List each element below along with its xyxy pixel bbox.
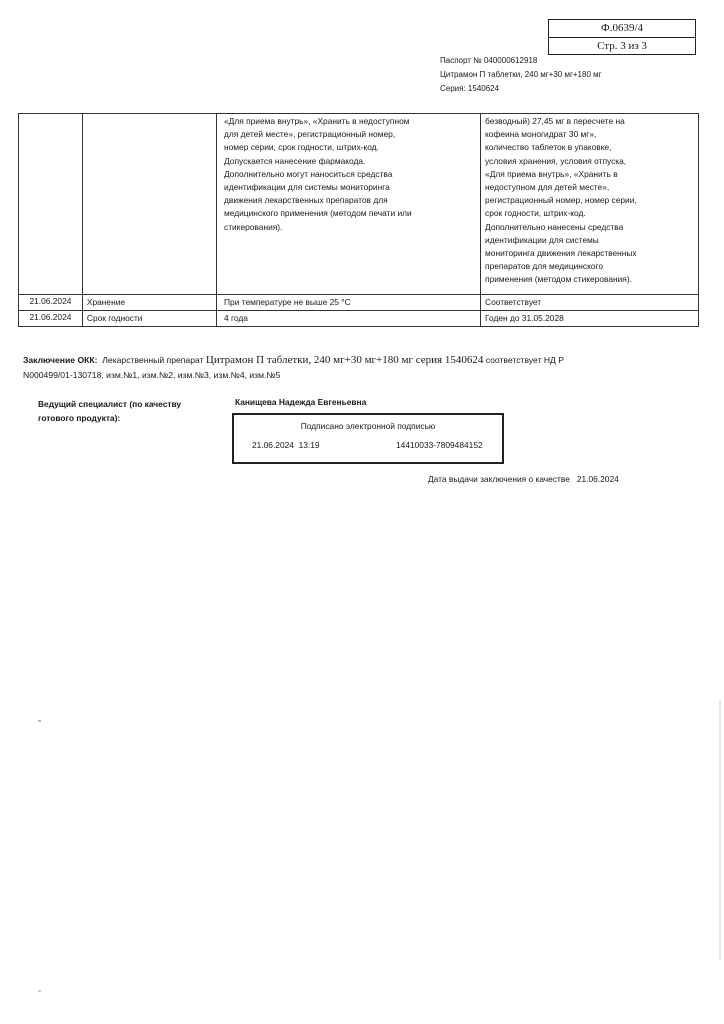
requirement-line: «Для приема внутрь», «Хранить в недоступном bbox=[224, 116, 410, 126]
specialist-label-line: готового продукта): bbox=[38, 413, 121, 423]
result-line: срок годности, штрих-код. bbox=[485, 208, 586, 219]
result-line: безводный) 27,45 мг в пересчете на bbox=[485, 116, 625, 126]
table-cell-date: 21.06.2024 bbox=[19, 295, 83, 311]
signature-number: 14410033-7809484152 bbox=[396, 440, 483, 450]
passport-number: Паспорт № 040000612918 bbox=[440, 56, 538, 65]
result-line: условия хранения, условия отпуска, bbox=[485, 155, 627, 166]
table-cell-requirement bbox=[217, 114, 481, 295]
table-row-continued bbox=[19, 114, 699, 295]
result-line: Дополнительно нанесены средства bbox=[485, 221, 624, 232]
series-number: Серия: 1540624 bbox=[440, 84, 500, 93]
issue-date: Дата выдачи заключения о качестве 21.06.2024 bbox=[428, 474, 619, 484]
specialist-name: Канищева Надежда Евгеньевна bbox=[235, 397, 367, 407]
conclusion-regulation: N000499/01-130718, изм.№1, изм.№2, изм.№3, изм.№4, изм.№5 bbox=[23, 369, 281, 380]
requirement-line: номер серии, срок годности, штрих-код. bbox=[224, 142, 379, 153]
specialist-label bbox=[38, 397, 181, 425]
table-cell-result: Годен до 31.05.2028 bbox=[481, 311, 699, 327]
result-line: идентификации для системы bbox=[485, 234, 599, 245]
result-line: количество таблеток в упаковке, bbox=[485, 142, 612, 153]
quality-table bbox=[18, 113, 699, 327]
conclusion-product: Цитрамон П таблетки, 240 мг+30 мг+180 мг серия 1540624 bbox=[205, 354, 484, 366]
signature-datetime: 21.06.2024 13:19 bbox=[252, 440, 320, 450]
requirement-line: стикерования). bbox=[224, 221, 283, 232]
conclusion-label: Заключение ОКК: bbox=[23, 355, 98, 365]
specialist-label-line: Ведущий специалист (по качеству bbox=[38, 399, 182, 409]
table-cell-parameter: Хранение bbox=[82, 295, 216, 311]
requirement-line: Дополнительно могут наноситься средства bbox=[224, 168, 393, 179]
result-line: применения (методом стикерования). bbox=[485, 274, 632, 285]
scan-dot bbox=[38, 720, 41, 722]
form-code: Ф.0639/4 bbox=[549, 20, 695, 38]
requirement-line: идентификации для системы мониторинга bbox=[224, 182, 390, 193]
table-cell-date: 21.06.2024 bbox=[19, 311, 83, 327]
qc-conclusion bbox=[23, 353, 693, 382]
table-row bbox=[19, 311, 699, 327]
table-cell-result bbox=[481, 114, 699, 295]
requirement-line: Допускается нанесение фармакода. bbox=[224, 155, 366, 166]
table-cell-requirement: При температуре не выше 25 °С bbox=[217, 295, 481, 311]
page-number: Стр. 3 из 3 bbox=[597, 40, 647, 52]
conclusion-text-a: Лекарственный препарат bbox=[102, 355, 204, 365]
signature-title: Подписано электронной подписью bbox=[300, 421, 436, 431]
scan-edge-shadow bbox=[719, 700, 721, 960]
form-number-box bbox=[548, 19, 696, 55]
table-row bbox=[19, 295, 699, 311]
product-name: Цитрамон П таблетки, 240 мг+30 мг+180 мг bbox=[440, 70, 602, 79]
requirement-line: для детей месте», регистрационный номер, bbox=[224, 129, 396, 140]
result-line: препаратов для медицинского bbox=[485, 261, 604, 272]
result-line: «Для приема внутрь», «Хранить в bbox=[485, 168, 618, 179]
requirement-line: медицинского применения (методом печати или bbox=[224, 208, 412, 219]
result-line: кофеина моногидрат 30 мг», bbox=[485, 129, 597, 140]
result-line: регистрационный номер, номер серии, bbox=[485, 195, 637, 206]
e-signature-box bbox=[232, 413, 504, 464]
table-cell-requirement: 4 года bbox=[217, 311, 481, 327]
table-cell-result: Соответствует bbox=[481, 295, 699, 311]
conclusion-text-c: соответствует НД Р bbox=[485, 355, 564, 365]
result-line: недоступном для детей месте», bbox=[485, 182, 610, 193]
table-cell-parameter: Срок годности bbox=[82, 311, 216, 327]
table-cell-parameter bbox=[82, 114, 216, 295]
table-cell-date bbox=[19, 114, 83, 295]
scan-dot bbox=[38, 990, 41, 992]
requirement-line: движения лекарственных препаратов для bbox=[224, 195, 388, 206]
result-line: мониторинга движения лекарственных bbox=[485, 248, 637, 259]
